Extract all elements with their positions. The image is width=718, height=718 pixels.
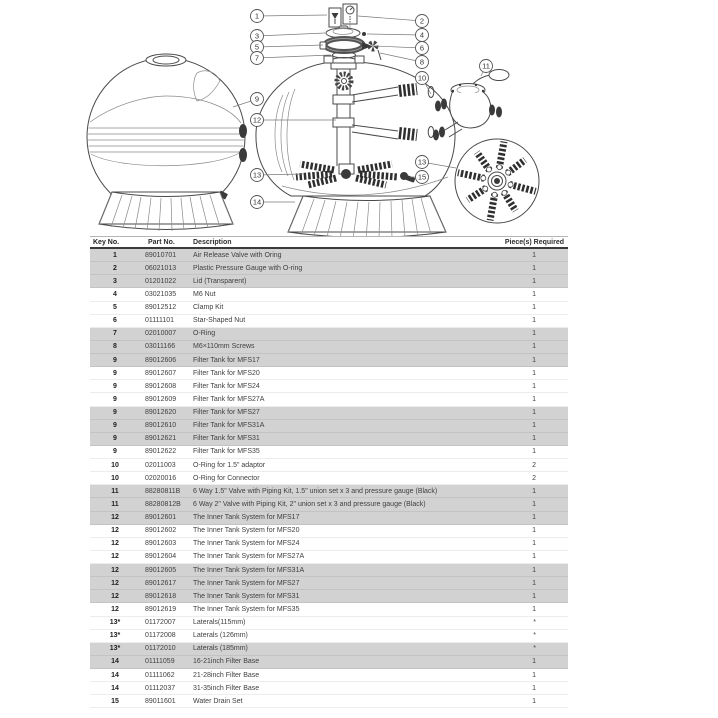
- table-row: [90, 617, 568, 630]
- callout-5: [251, 41, 324, 54]
- cell-key-no: 12: [111, 592, 119, 600]
- cell-description: Filter Tank for MFS24: [193, 382, 260, 390]
- svg-text:14: 14: [252, 197, 262, 207]
- cell-pieces-required: 1: [532, 684, 536, 692]
- cell-description: 21-28inch Filter Base: [193, 671, 260, 679]
- table-row: [90, 380, 568, 393]
- svg-text:15: 15: [417, 172, 427, 182]
- cell-key-no: 2: [113, 264, 117, 272]
- svg-text:13: 13: [252, 170, 262, 180]
- cell-part-no: 89012620: [145, 409, 177, 417]
- cell-part-no: 03011166: [145, 343, 176, 351]
- table-row: [90, 302, 568, 315]
- cell-pieces-required: 1: [532, 343, 536, 351]
- cell-key-no: 13*: [109, 632, 121, 640]
- clamp-part: [320, 39, 372, 52]
- cell-key-no: 9: [113, 356, 117, 364]
- exploded-parts-diagram: [0, 0, 718, 236]
- header-key-no: Key No.: [93, 238, 120, 246]
- cell-pieces-required: 1: [532, 304, 536, 312]
- cell-part-no: 89012608: [145, 382, 177, 390]
- cell-key-no: 12: [111, 553, 119, 561]
- cell-description: The Inner Tank System for MFS31A: [193, 566, 305, 574]
- assembled-tank-figure: [86, 54, 247, 231]
- table-row: [90, 393, 568, 406]
- cell-description: The Inner Tank System for MFS31: [193, 592, 300, 600]
- cell-part-no: 89012605: [145, 566, 177, 574]
- svg-text:13: 13: [417, 157, 427, 167]
- cell-description: Filter Tank for MFS31A: [193, 422, 265, 430]
- cell-pieces-required: 1: [532, 566, 536, 574]
- cell-part-no: 89010701: [145, 251, 177, 259]
- cell-pieces-required: 1: [532, 382, 536, 390]
- svg-text:5: 5: [254, 42, 260, 52]
- cell-description: Filter Tank for MFS31: [193, 435, 260, 443]
- cell-description: The Inner Tank System for MFS35: [193, 605, 300, 613]
- svg-text:2: 2: [419, 16, 425, 26]
- cell-key-no: 9: [113, 448, 117, 456]
- cell-key-no: 3: [113, 277, 117, 285]
- cell-key-no: 12: [111, 566, 119, 574]
- cell-key-no: 14: [111, 671, 119, 679]
- cell-description: Plastic Pressure Gauge with O-ring: [193, 264, 303, 272]
- cell-key-no: 14: [111, 684, 119, 692]
- table-row: [90, 328, 568, 341]
- cell-part-no: 89012603: [145, 540, 177, 548]
- cell-key-no: 9: [113, 382, 117, 390]
- cell-pieces-required: 1: [532, 487, 536, 495]
- cell-part-no: 89012610: [145, 422, 177, 430]
- table-row: [90, 315, 568, 328]
- callout-3: [251, 30, 326, 43]
- cell-description: Clamp Kit: [193, 304, 224, 312]
- svg-text:12: 12: [252, 115, 262, 125]
- cell-description: The Inner Tank System for MFS27: [193, 579, 300, 587]
- cell-pieces-required: 1: [532, 395, 536, 403]
- cell-key-no: 8: [113, 343, 117, 351]
- table-row: [90, 538, 568, 551]
- screws-part: [378, 50, 381, 60]
- cell-description: Filter Tank for MFS35: [193, 448, 260, 456]
- cell-description: 31-35inch Filter Base: [193, 684, 260, 692]
- cell-key-no: 10: [111, 461, 119, 469]
- table-row: [90, 682, 568, 695]
- cell-key-no: 9: [113, 435, 117, 443]
- table-row: [90, 262, 568, 275]
- table-row: [90, 407, 568, 420]
- cell-pieces-required: *: [533, 619, 536, 627]
- svg-text:11: 11: [482, 61, 490, 71]
- cell-part-no: 89012609: [145, 395, 177, 403]
- table-row: [90, 669, 568, 682]
- cell-key-no: 10: [111, 474, 119, 482]
- cell-part-no: 01111062: [145, 671, 175, 679]
- table-row: [90, 249, 568, 262]
- cell-pieces-required: *: [533, 632, 536, 640]
- cell-part-no: 03021035: [145, 290, 177, 298]
- table-row: [90, 564, 568, 577]
- table-row: [90, 643, 568, 656]
- cell-pieces-required: 1: [532, 592, 536, 600]
- cell-pieces-required: 1: [532, 277, 536, 285]
- cell-part-no: 89011601: [145, 697, 176, 705]
- cell-part-no: 89012621: [145, 435, 177, 443]
- cell-part-no: 01111059: [145, 658, 175, 666]
- cell-part-no: 89012602: [145, 527, 177, 535]
- cell-pieces-required: 1: [532, 356, 536, 364]
- table-row: [90, 485, 568, 498]
- cell-key-no: 12: [111, 527, 119, 535]
- header-description: Description: [193, 238, 232, 246]
- table-row: [90, 577, 568, 590]
- cell-description: O-Ring for 1.5" adaptor: [193, 461, 266, 469]
- cell-description: The Inner Tank System for MFS17: [193, 514, 300, 522]
- cell-description: M6×110mm Screws: [193, 343, 255, 351]
- callout-1: [251, 10, 328, 23]
- cell-description: The Inner Tank System for MFS20: [193, 527, 300, 535]
- cell-description: 6 Way 1.5" Valve with Piping Kit, 1.5" union set x 3 and pressure gauge (Black): [193, 487, 438, 495]
- cell-key-no: 12: [111, 540, 119, 548]
- cell-key-no: 12: [111, 514, 119, 522]
- cell-part-no: 89012512: [145, 304, 177, 312]
- cell-part-no: 88280812B: [145, 500, 181, 508]
- svg-text:1: 1: [254, 11, 260, 21]
- cell-description: Filter Tank for MFS27A: [193, 395, 265, 403]
- callout-2: [358, 15, 429, 28]
- cell-pieces-required: 2: [532, 461, 536, 469]
- cell-description: Filter Tank for MFS17: [193, 356, 260, 364]
- cell-key-no: 12: [111, 579, 119, 587]
- cell-description: The Inner Tank System for MFS24: [193, 540, 300, 548]
- cell-part-no: 01111101: [145, 317, 175, 325]
- cell-part-no: 89012604: [145, 553, 177, 561]
- cell-description: Laterals (126mm): [193, 632, 248, 640]
- cell-part-no: 02020016: [145, 474, 177, 482]
- cell-part-no: 89012601: [145, 514, 177, 522]
- cell-part-no: 01201022: [145, 277, 177, 285]
- svg-text:3: 3: [254, 31, 260, 41]
- cell-pieces-required: 1: [532, 317, 536, 325]
- svg-text:4: 4: [419, 30, 425, 40]
- cell-part-no: 89012622: [145, 448, 177, 456]
- cell-description: 6 Way 2" Valve with Piping Kit, 2" union set x 3 and pressure gauge (Black): [193, 500, 426, 508]
- cell-pieces-required: 1: [532, 540, 536, 548]
- cell-part-no: 01172007: [145, 619, 176, 627]
- table-row: [90, 512, 568, 525]
- cell-description: Star-Shaped Nut: [193, 317, 246, 325]
- cell-pieces-required: 1: [532, 553, 536, 561]
- cell-pieces-required: 1: [532, 697, 536, 705]
- cell-part-no: 01112037: [145, 684, 176, 692]
- cell-pieces-required: 1: [532, 264, 536, 272]
- cell-part-no: 89012617: [145, 579, 177, 587]
- cell-description: O-Ring: [193, 330, 216, 338]
- svg-text:7: 7: [254, 53, 260, 63]
- cell-part-no: 88280811B: [145, 487, 181, 495]
- cell-key-no: 14: [111, 658, 119, 666]
- cell-key-no: 15: [111, 697, 119, 705]
- table-row: [90, 420, 568, 433]
- cell-key-no: 9: [113, 369, 117, 377]
- cell-description: Filter Tank for MFS27: [193, 409, 260, 417]
- cell-key-no: 4: [113, 290, 117, 298]
- cell-key-no: 11: [111, 500, 119, 508]
- cell-part-no: 89012606: [145, 356, 177, 364]
- cell-description: Filter Tank for MFS20: [193, 369, 260, 377]
- cell-description: Lid (Transparent): [193, 277, 247, 285]
- cell-pieces-required: 1: [532, 671, 536, 679]
- cell-key-no: 7: [113, 330, 117, 338]
- table-row: [90, 354, 568, 367]
- table-body: [90, 249, 568, 708]
- cell-part-no: 89012618: [145, 592, 177, 600]
- table-row: [90, 525, 568, 538]
- svg-text:8: 8: [419, 57, 425, 67]
- cell-pieces-required: 1: [532, 605, 536, 613]
- cell-pieces-required: 2: [532, 474, 536, 482]
- cell-description: Laterals (185mm): [193, 645, 248, 653]
- cell-pieces-required: 1: [532, 527, 536, 535]
- header-pieces-required: Piece(s) Required: [504, 238, 564, 246]
- cell-key-no: 5: [113, 304, 117, 312]
- table-row: [90, 551, 568, 564]
- cell-part-no: 89012607: [145, 369, 177, 377]
- cell-description: M6 Nut: [193, 290, 216, 298]
- cell-key-no: 13*: [109, 619, 121, 627]
- callout-14: [251, 196, 296, 209]
- table-row: [90, 695, 568, 708]
- cell-pieces-required: 1: [532, 435, 536, 443]
- parts-table: [90, 236, 568, 708]
- cell-pieces-required: 1: [532, 658, 536, 666]
- table-row: [90, 603, 568, 616]
- cell-description: The Inner Tank System for MFS27A: [193, 553, 305, 561]
- valve-handle: [489, 70, 509, 81]
- cell-part-no: 02010007: [145, 330, 177, 338]
- cell-part-no: 02011003: [145, 461, 176, 469]
- cell-pieces-required: 1: [532, 369, 536, 377]
- table-row: [90, 433, 568, 446]
- cell-description: Laterals(115mm): [193, 619, 246, 627]
- cell-pieces-required: 1: [532, 579, 536, 587]
- cell-pieces-required: 1: [532, 290, 536, 298]
- cell-key-no: 13*: [109, 645, 121, 653]
- callout-7: [251, 52, 332, 65]
- table-row: [90, 472, 568, 485]
- table-row: [90, 630, 568, 643]
- table-row: [90, 459, 568, 472]
- cell-pieces-required: *: [533, 645, 536, 653]
- cell-description: Air Release Valve with Oring: [193, 251, 282, 259]
- callout-6: [374, 42, 429, 55]
- cell-pieces-required: 1: [532, 514, 536, 522]
- table-row: [90, 367, 568, 380]
- cell-pieces-required: 1: [532, 251, 536, 259]
- callout-4: [367, 29, 429, 42]
- cell-pieces-required: 1: [532, 422, 536, 430]
- svg-text:9: 9: [254, 94, 260, 104]
- cell-key-no: 6: [113, 317, 117, 325]
- cell-part-no: 89012619: [145, 605, 177, 613]
- svg-text:10: 10: [417, 73, 427, 83]
- cell-key-no: 9: [113, 422, 117, 430]
- cell-key-no: 12: [111, 605, 119, 613]
- cell-part-no: 01172010: [145, 645, 176, 653]
- cell-description: Water Drain Set: [193, 697, 243, 705]
- table-row: [90, 498, 568, 511]
- table-row: [90, 288, 568, 301]
- cell-part-no: 01172008: [145, 632, 176, 640]
- cell-key-no: 1: [113, 251, 117, 259]
- cell-pieces-required: 1: [532, 409, 536, 417]
- svg-text:6: 6: [419, 43, 425, 53]
- cell-description: 16-21inch Filter Base: [193, 658, 260, 666]
- cell-part-no: 06021013: [145, 264, 177, 272]
- laterals-detail-figure: [455, 139, 539, 223]
- cell-pieces-required: 1: [532, 500, 536, 508]
- cell-pieces-required: 1: [532, 448, 536, 456]
- table-header-row: [90, 236, 568, 249]
- cell-key-no: 11: [111, 487, 119, 495]
- table-row: [90, 656, 568, 669]
- multiport-valve-figure: [433, 70, 509, 141]
- table-row: [90, 590, 568, 603]
- cell-key-no: 9: [113, 409, 117, 417]
- cell-description: O-Ring for Connector: [193, 474, 260, 482]
- cell-key-no: 9: [113, 395, 117, 403]
- table-row: [90, 446, 568, 459]
- table-row: [90, 341, 568, 354]
- m6-nut-part: [362, 32, 366, 36]
- cell-pieces-required: 1: [532, 330, 536, 338]
- table-row: [90, 275, 568, 288]
- header-part-no: Part No.: [148, 238, 175, 246]
